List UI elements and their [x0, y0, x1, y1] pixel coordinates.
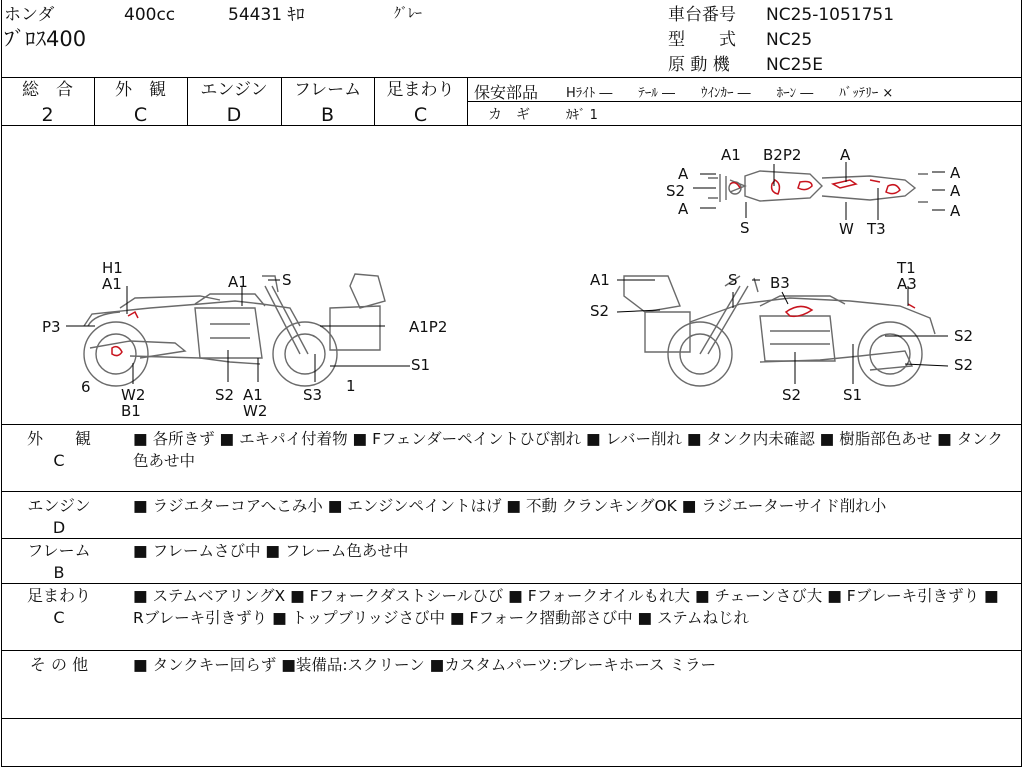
- diagram-label: S3: [303, 386, 323, 404]
- diagram-label: S: [740, 219, 750, 237]
- section-engine-label: [2, 495, 116, 539]
- divider: [1, 583, 1022, 584]
- divider: [1, 491, 1022, 492]
- diagram-label: W2: [243, 402, 268, 420]
- frame-no-label: 車台番号: [668, 5, 736, 25]
- grade-value: B: [320, 104, 335, 126]
- section-grade: D: [52, 518, 66, 537]
- grade-label: 足まわり: [386, 80, 455, 100]
- diagram-label: A3: [897, 275, 917, 293]
- displacement: 400cc: [124, 5, 176, 25]
- diagram-label: A1: [102, 275, 122, 293]
- grade-label: 総 合: [22, 80, 73, 100]
- right-side-bike: [624, 276, 935, 386]
- leader-lines: [66, 162, 948, 384]
- section-engine-text: ■ ラジエターコアへこみ小 ■ エンジンペイントはげ ■ 不動 クランキングOK ■ ラジエーターサイド削れ小: [133, 497, 887, 515]
- grade-label: 外 観: [115, 80, 166, 100]
- diagram-label: S2: [590, 302, 610, 320]
- section-label: 外 観: [26, 429, 91, 448]
- key-label: カ ギ: [488, 107, 530, 123]
- section-exterior-text: ■ 各所きず ■ エキパイ付着物 ■ Fフェンダーペイントひび割れ ■ レバー削れ ■ タンク内未確認 ■ 樹脂部色あせ ■ タンク色あせ中: [133, 430, 1003, 470]
- engine-value: NC25E: [766, 55, 823, 75]
- damage-marks: [112, 180, 915, 356]
- diagram-label: A1: [590, 271, 610, 289]
- divider: [1, 424, 1022, 425]
- divider: [1, 718, 1022, 719]
- grade-value: D: [226, 104, 242, 126]
- section-label: エンジン: [27, 496, 91, 515]
- diagram-label: S2: [215, 386, 235, 404]
- type-value: NC25: [766, 30, 813, 50]
- mileage: 54431 ｷﾛ: [228, 5, 305, 25]
- diagram-label: B2P2: [763, 146, 802, 164]
- diagram-label: A: [678, 200, 689, 218]
- diagram-label: A: [950, 182, 961, 200]
- diagram-label: S2: [782, 386, 802, 404]
- section-grade: C: [53, 608, 65, 627]
- diagram-label: S1: [411, 356, 431, 374]
- diagram-label: S2: [954, 356, 974, 374]
- section-exterior-label: [2, 428, 116, 472]
- diagram-label: S: [728, 271, 738, 289]
- diagram-label: A: [950, 164, 961, 182]
- diagram-label: H1: [102, 259, 123, 277]
- diagram-label: A: [678, 165, 689, 183]
- diagram-label: S: [282, 271, 292, 289]
- diagram-label: A1: [243, 386, 263, 404]
- grade-value: C: [413, 104, 428, 126]
- grade-suspension: [374, 78, 467, 128]
- diagram-label: 6: [81, 378, 91, 396]
- section-frame-label: [2, 540, 116, 584]
- section-suspension-text: ■ ステムベアリングX ■ Fフォークダストシールひび ■ Fフォークオイルもれ大 ■ チェーンさび大 ■ Fブレーキ引きずり ■ Rブレーキ引きずり ■ トップブリッジさび中 ■ Fフォーク摺動部さび中 ■ ステムねじれ: [133, 587, 999, 627]
- diagram-label: T3: [867, 220, 886, 238]
- type-label: 型 式: [668, 30, 736, 50]
- grade-total: [1, 78, 94, 128]
- diagram-label: S2: [666, 182, 686, 200]
- safety-items: Hﾗｲﾄ ― ﾃｰﾙ ― ｳｲﾝｶｰ ― ﾎｰﾝ ― ﾊﾞｯﾃﾘｰ ×: [566, 86, 894, 101]
- section-label: そ の 他: [29, 655, 89, 674]
- diagram-label: T1: [897, 259, 916, 277]
- grade-engine: [187, 78, 281, 128]
- grade-label: エンジン: [200, 80, 268, 100]
- section-label: 足まわり: [26, 586, 91, 605]
- damage-diagram: [0, 126, 1020, 422]
- diagram-label: A1P2: [409, 318, 448, 336]
- diagram-label: S2: [954, 327, 974, 345]
- section-suspension-label: [2, 585, 116, 629]
- section-grade: C: [53, 451, 65, 470]
- divider: [1, 538, 1022, 539]
- diagram-label: A: [950, 202, 961, 220]
- safety-label: 保安部品: [474, 83, 539, 102]
- diagram-label: S1: [843, 386, 863, 404]
- diagram-label: A1: [721, 146, 741, 164]
- color: ｸﾞﾚｰ: [394, 6, 422, 22]
- model-name: ﾌﾞﾛｽ400: [4, 27, 87, 51]
- diagram-label: W2: [121, 386, 146, 404]
- grade-frame: [281, 78, 374, 128]
- grade-value: C: [133, 104, 148, 126]
- key-value: ｶｷﾞ 1: [566, 108, 598, 123]
- grade-value: 2: [41, 104, 54, 126]
- maker: ホンダ: [4, 5, 55, 25]
- diagram-label: 1: [346, 377, 356, 395]
- divider: [1, 650, 1022, 651]
- diagram-label: W: [839, 220, 854, 238]
- divider: [467, 77, 468, 125]
- diagram-label: B1: [121, 402, 141, 420]
- frame-no: NC25-1051751: [766, 5, 895, 25]
- section-other-text: ■ タンクキー回らず ■装備品:スクリーン ■カスタムパーツ:ブレーキホース ミラー: [133, 656, 716, 674]
- diagram-label: A: [840, 146, 851, 164]
- grade-exterior: [94, 78, 187, 128]
- diagram-label: B3: [770, 274, 790, 292]
- section-grade: B: [53, 563, 65, 582]
- diagram-label: A1: [228, 273, 248, 291]
- engine-label: 原 動 機: [668, 55, 730, 75]
- section-label: フレーム: [27, 541, 91, 560]
- diagram-label: P3: [42, 318, 61, 336]
- grade-label: フレーム: [293, 80, 362, 100]
- divider: [468, 101, 1022, 102]
- section-other-label: [2, 654, 116, 676]
- top-view-bike: [708, 171, 928, 202]
- section-frame-text: ■ フレームさび中 ■ フレーム色あせ中: [133, 542, 409, 560]
